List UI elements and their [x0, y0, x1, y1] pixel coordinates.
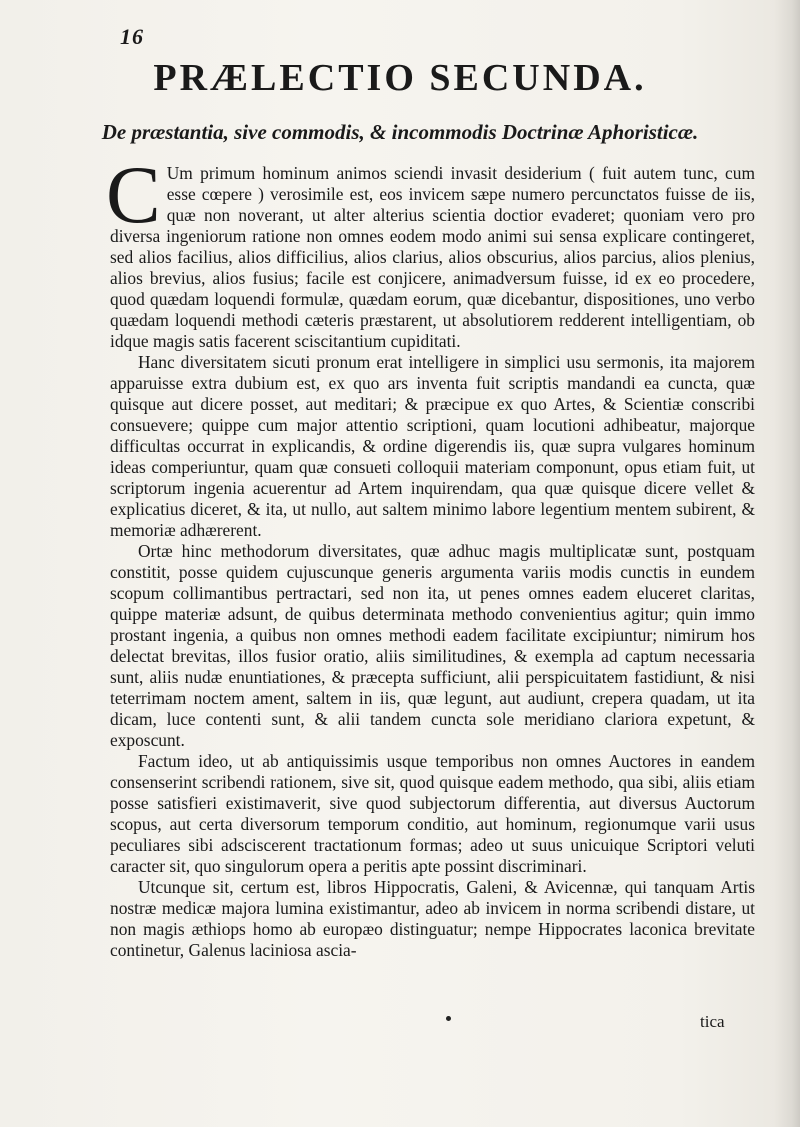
printer-mark-dot	[446, 1016, 451, 1021]
paragraph-2: Hanc diversitatem sicuti pronum erat intelligere in simplici usu sermonis, ita majorem apparuisse extra dubium est, ex quo ars inventa fuit scriptis mandandi ea cuncta, quæ quisque aut dicere posset, aut meditari; & præcipue ex quo Artes, & Scientiæ conscribi consuevere; quippe cum major attentio scriptioni, quam locutioni adhibeatur, majorque difficultas occurrat in explicandis, & ordine digerendis iis, quæ supra vulgares hominum ideas comperiuntur, quam quæ consueti colloquii materiam componunt, opus etiam fuit, ut scriptorum ingenia acuerentur ad Artem inquirendam, qua quæ quisque dicere vellet & explicatius diceret, & ita, ut nullo, aut saltem minimo labore legentium mentem subirent, & memoriæ adhærerent.	[110, 352, 755, 540]
page-edge-shadow	[774, 0, 800, 1127]
paragraph-4: Factum ideo, ut ab antiquissimis usque temporibus non omnes Auctores in eandem consenserint scribendi rationem, sive sit, quod quisque eadem methodo, qua sibi, aliis etiam posse satisfieri existimaverit, sive quod subjectorum differentia, aut diversus Auctorum scopus, aut certa diversorum temporum conditio, aut hominum, regionumque varii usus peculiares sibi adsciscerent tractationum formas; adeo ut suus unicuique Scriptori veluti caracter sit, quo singulorum opera a peritis apte possint discriminari.	[110, 751, 755, 876]
paragraph-1	[106, 149, 755, 352]
drop-cap: C	[106, 149, 161, 240]
catchword: tica	[700, 1012, 725, 1031]
page-number: 16	[120, 24, 144, 49]
paragraph-5: Utcunque sit, certum est, libros Hippocratis, Galeni, & Avicennæ, qui tanquam Artis nostræ medicæ majora lumina existimantur, adeo ab invicem in norma scribendi distare, ut non magis æthiops homo ab europæo distinguatur; nempe Hippocrates laconica brevitate continetur, Galenus laciniosa ascia-	[110, 877, 755, 960]
paragraph-1-text: Um primum hominum animos sciendi invasit desiderium ( fuit autem tunc, cum esse cœpere ) verosimile est, eos invicem sæpe numero percunctatos fuisse de iis, quæ non noverant, ut alter alterius scientia doctior evaderet; quoniam vero pro diversa ingeniorum ratione non omnes eodem modo animi sui sensa explicare contingeret, sed alios facilius, alios difficilius, alios clarius, alios obscurius, alios parcius, alios plenius, alios brevius, alios fusius; facile est conjicere, animadversum fuisse, id ex eo procedere, quod quædam loquendi formulæ, quædam eorum, quæ dicebantur, dispositiones, uno verbo quædam loquendi methodi cæteris præstarent, ut absolutiorem redderent intelligentiam, ob idque magis satis facerent sciscitantium cupiditati.	[110, 163, 755, 351]
body-text	[106, 149, 755, 961]
paragraph-3: Ortæ hinc methodorum diversitates, quæ adhuc magis multiplicatæ sunt, postquam constitit, posse quidem cujuscunque generis argumenta variis modis cunctis in eundem scopum collimantibus pertractari, sed non ita, ut penes omnes eadem eluceret claritas, quippe materiæ adsunt, de quibus determinata methodo convenientius agitur; quin immo prostant ingenia, a quibus non omnes methodi eadem facilitate excipiuntur; nimirum hos delectat brevitas, illos fusior oratio, aliis similitudines, & exempla ad captum necessaria sunt, aliis nudæ enuntiationes, & præcepta sufficiunt, alii perspicuitatem fastidiunt, & nisi teterrimam noctem ament, saltem in iis, quæ legunt, aut audiunt, crepera quadam, ut ita dicam, luce contenti sunt, & alii tandem cuncta sole meridiano clariora expetunt, & exposcunt.	[110, 541, 755, 750]
chapter-title: PRÆLECTIO SECUNDA.	[153, 57, 647, 99]
chapter-subtitle: De præstantia, sive commodis, & incommodis Doctrinæ Aphoristicæ.	[101, 120, 699, 144]
